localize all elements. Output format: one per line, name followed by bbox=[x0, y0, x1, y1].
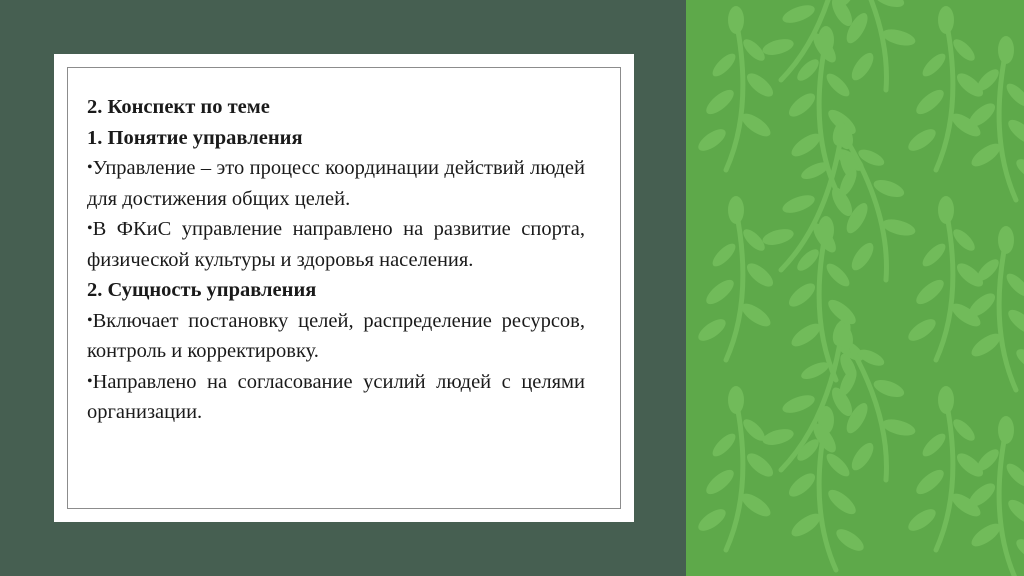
content-text bbox=[87, 92, 585, 428]
heading-essence: 2. Сущность управления bbox=[87, 279, 317, 301]
bullet-icon: • bbox=[87, 220, 93, 237]
bullet-icon: • bbox=[87, 311, 93, 329]
leaf-pattern-icon bbox=[686, 0, 1024, 576]
bullet-text: В ФКиС управление направлено на развитие спорта, физической культуры и здоровья населения. bbox=[87, 218, 585, 271]
content-card bbox=[54, 54, 634, 522]
bullet-text: Управление – это процесс координации действий людей для достижения общих целей. bbox=[87, 157, 585, 210]
heading-summary: 2. Конспект по теме bbox=[87, 96, 270, 118]
bullet-text: Направлено на согласование усилий людей с целями организации. bbox=[87, 370, 585, 423]
bullet-item bbox=[87, 214, 585, 275]
heading-concept: 1. Понятие управления bbox=[87, 126, 303, 149]
bullet-item bbox=[87, 153, 585, 214]
bullet-icon: • bbox=[87, 372, 93, 390]
bullet-text: Включает постановку целей, распределение ресурсов, контроль и корректировку. bbox=[87, 309, 585, 362]
bullet-icon: • bbox=[87, 159, 93, 176]
bullet-item bbox=[87, 367, 585, 428]
bullet-item bbox=[87, 306, 585, 367]
decorative-pattern-panel bbox=[686, 0, 1024, 576]
